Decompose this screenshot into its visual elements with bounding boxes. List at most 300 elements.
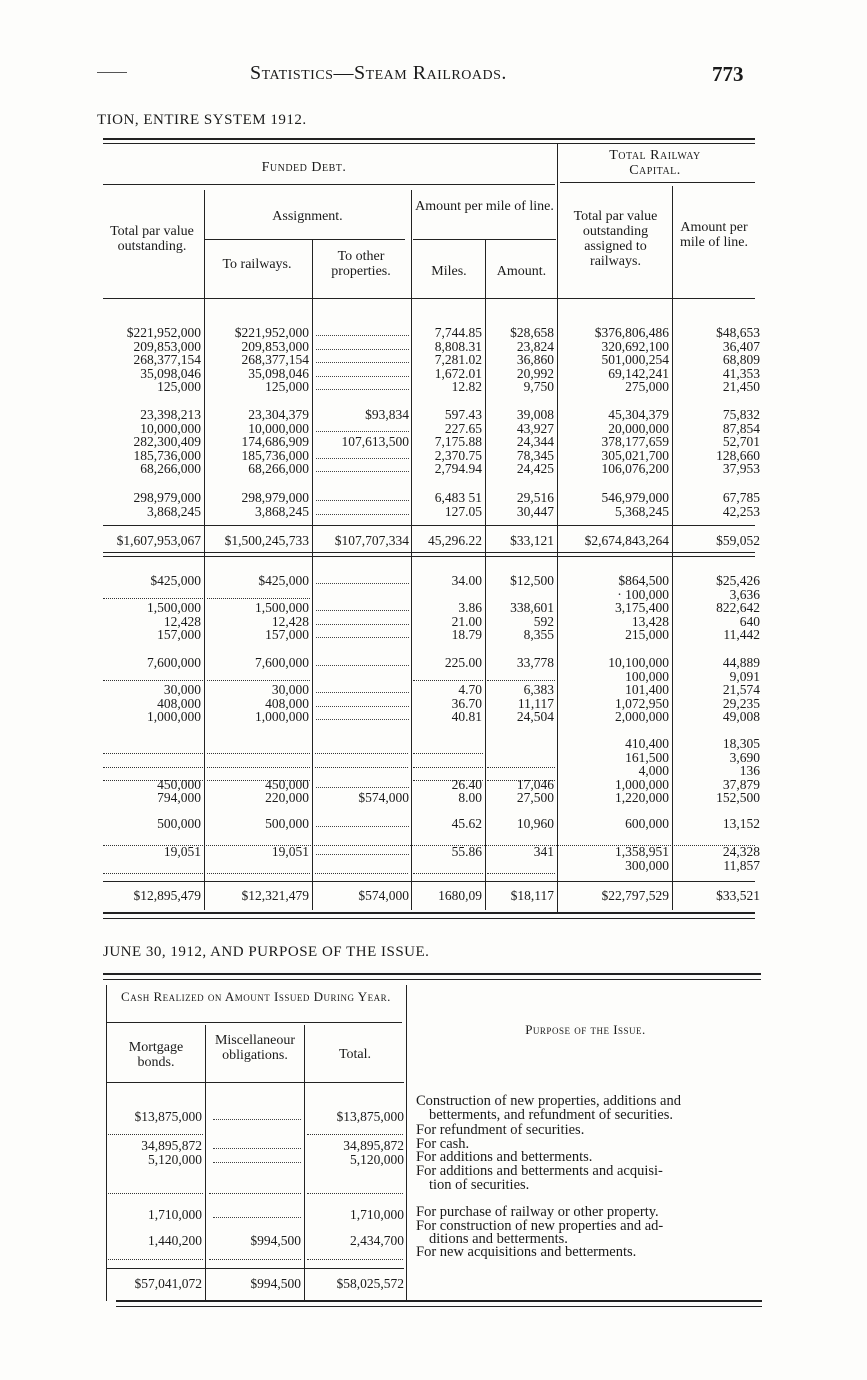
total-par-cell: 35,098,046 — [140, 365, 201, 381]
total-railway-capital-header: Total Railway Capital. — [609, 148, 701, 178]
total-header: Total. — [338, 1047, 372, 1062]
top-rule — [103, 138, 755, 140]
to-railways-cell: $221,952,000 — [234, 325, 309, 340]
total-capital-cell: 161,500 — [625, 749, 669, 765]
miles-cell: 45.62 — [451, 816, 482, 831]
total-total-par-cell: $1,607,953,067 — [116, 533, 201, 548]
amount-cell: 17,046 — [516, 776, 554, 792]
total-capital-cell: $864,500 — [618, 573, 669, 588]
total-par-cell: 10,000,000 — [140, 420, 201, 436]
capital-per-mile-cell: 41,353 — [722, 365, 760, 381]
page-header: Statistics—Steam Railroads. — [250, 62, 507, 84]
miles-cell: 1,672.01 — [434, 365, 482, 381]
total-par-cell: 268,377,154 — [133, 352, 201, 368]
dotted-separator — [207, 598, 310, 599]
total-capital-cell: 3,175,400 — [615, 600, 669, 615]
total-par-cell: 23,398,213 — [140, 407, 201, 422]
amount-cell: 24,504 — [516, 709, 554, 725]
capital-per-mile-cell: $25,426 — [716, 573, 760, 588]
dotted-separator — [413, 767, 483, 768]
amount-cell: 29,516 — [516, 490, 554, 505]
capital-per-mile-cell: 29,235 — [722, 695, 760, 711]
purpose-line: For purchase of railway or other property. — [416, 1204, 659, 1220]
dot-leader — [213, 1217, 301, 1218]
to-railways-cell: 298,979,000 — [241, 490, 309, 505]
total-capital-cell: 300,000 — [625, 857, 669, 873]
dot-leader — [316, 362, 409, 363]
total-capital-cell: 69,142,241 — [608, 365, 669, 381]
amount-cell: 24,344 — [516, 434, 554, 450]
to-railways-cell: 174,686,909 — [241, 434, 309, 450]
dot-leader — [316, 349, 409, 350]
miles-header: Miles. — [431, 264, 467, 279]
purpose-header: Purpose of the Issue. — [525, 1022, 646, 1037]
capital-per-mile-cell: $48,653 — [716, 325, 760, 340]
capital-per-mile-cell: 67,785 — [722, 490, 760, 505]
miles-cell: 7,175.88 — [434, 434, 482, 450]
miles-cell: 4.70 — [458, 682, 482, 697]
purpose-line: For construction of new properties and ad- — [416, 1218, 664, 1234]
amount-cell: $28,658 — [510, 325, 554, 340]
total-to-other-cell: $574,000 — [358, 888, 409, 903]
total-capital-cell: 101,400 — [625, 682, 669, 697]
col-divider — [205, 1025, 206, 1301]
miles-cell: 12.82 — [451, 379, 482, 395]
to-railways-header: To railways. — [222, 257, 292, 272]
amount-cell: 39,008 — [516, 407, 554, 422]
amount-cell: 8,355 — [523, 627, 554, 643]
total-par-cell: $221,952,000 — [126, 325, 201, 340]
total-par-cell: 282,300,409 — [133, 434, 201, 450]
amount-cell: $12,500 — [510, 573, 554, 588]
capital-per-mile-cell: 44,889 — [722, 655, 760, 670]
capital-per-mile-cell: 152,500 — [716, 790, 760, 806]
total-par-cell: 19,051 — [163, 844, 201, 859]
amount-cell: 27,500 — [516, 790, 554, 806]
purpose-line: For additions and betterments and acquisi- — [416, 1163, 663, 1179]
capital-per-mile-cell: 24,328 — [722, 844, 760, 859]
amount-cell: 6,383 — [523, 682, 554, 697]
capital-per-mile-cell: 49,008 — [722, 709, 760, 725]
mortgage-bonds-cell: 34,895,872 — [141, 1138, 202, 1153]
miles-cell: 40.81 — [451, 709, 482, 725]
capital-per-mile-cell: 136 — [739, 763, 760, 779]
dot-leader — [316, 637, 409, 638]
total-par-cell: 68,266,000 — [140, 461, 201, 477]
mortgage-bonds-cell: 1,710,000 — [148, 1207, 202, 1222]
amount-cell: 592 — [533, 613, 554, 629]
total-cell: 34,895,872 — [343, 1138, 404, 1153]
purpose-line: betterments, and refundment of securities. — [429, 1107, 674, 1123]
total-par-cell: 30,000 — [163, 682, 201, 697]
capital-per-mile-cell: 3,636 — [729, 586, 760, 602]
dotted-separator — [413, 680, 483, 681]
total-capital-cell: 1,072,950 — [615, 695, 669, 711]
capital-per-mile-cell: 75,832 — [722, 407, 760, 422]
to-other-cell: $574,000 — [358, 790, 409, 806]
miles-cell: 7,744.85 — [434, 325, 482, 340]
dotted-separator — [103, 753, 203, 754]
dot-leader — [213, 1162, 301, 1163]
total-capital-cell: 546,979,000 — [601, 490, 669, 505]
total-capital-cell: 106,076,200 — [601, 461, 669, 477]
amount-cell: 9,750 — [523, 379, 554, 395]
total-capital-cell: 1,358,951 — [615, 844, 669, 859]
to-railways-cell: 1,500,000 — [255, 600, 309, 615]
purpose-line: tion of securities. — [429, 1177, 530, 1193]
dotted-separator — [103, 767, 203, 768]
to-railways-cell: 68,266,000 — [248, 461, 309, 477]
capital-per-mile-cell: 42,253 — [722, 503, 760, 519]
cash-header-rule — [107, 1022, 402, 1023]
amount-cell: 23,824 — [516, 338, 554, 354]
total-par-cell: 500,000 — [157, 816, 201, 831]
total-capital-cell: 1,220,000 — [615, 790, 669, 806]
amount-cell: 36,860 — [516, 352, 554, 368]
miles-cell: 55.86 — [451, 844, 482, 859]
miles-cell: 7,281.02 — [434, 352, 482, 368]
to-railways-cell: 30,000 — [271, 682, 309, 697]
dotted-separator — [315, 873, 408, 874]
capital-per-mile-cell: 822,642 — [716, 600, 760, 615]
top-rule-2 — [103, 143, 755, 144]
to-railways-cell: 209,853,000 — [241, 338, 309, 354]
total-capital-cell: 305,021,700 — [601, 447, 669, 463]
total-capital-cell: 2,000,000 — [615, 709, 669, 725]
col-divider — [312, 240, 313, 910]
total-mortgage-bonds-cell: $57,041,072 — [134, 1276, 202, 1291]
total-to-railways-cell: $1,500,245,733 — [224, 533, 309, 548]
misc-obligations-header: Miscellaneour obligations. — [214, 1033, 296, 1063]
subtotal-rule — [103, 525, 755, 526]
capital-per-mile-cell: 13,152 — [722, 816, 760, 831]
amount-header: Amount. — [496, 264, 547, 279]
dot-leader — [316, 826, 409, 827]
subtotal-rule-3 — [103, 556, 755, 557]
purpose-line: Construction of new properties, additions and — [416, 1093, 681, 1109]
amount-cell: 78,345 — [516, 447, 554, 463]
miles-cell: 6,483 51 — [434, 490, 482, 505]
total-cell: $13,875,000 — [336, 1109, 404, 1124]
miles-cell: 2,370.75 — [434, 447, 482, 463]
to-railways-cell: 408,000 — [265, 695, 309, 711]
total-capital-cell: 1,000,000 — [615, 776, 669, 792]
amount-cell: 30,447 — [516, 503, 554, 519]
dotted-separator — [103, 873, 203, 874]
capital-per-mile-cell: 52,701 — [722, 434, 760, 450]
to-railways-cell: 1,000,000 — [255, 709, 309, 725]
dot-leader — [316, 610, 409, 611]
assignment-header: Assignment. — [272, 209, 343, 224]
total-par-cell: 12,428 — [163, 613, 201, 629]
miles-cell: 26.40 — [451, 776, 482, 792]
dot-leader — [316, 787, 409, 788]
page-number: 773 — [712, 62, 744, 86]
dotted-separator — [307, 1193, 403, 1194]
total-rule — [103, 881, 755, 882]
miles-cell: 3.86 — [458, 600, 482, 615]
to-railways-cell: 220,000 — [265, 790, 309, 806]
dotted-separator — [413, 753, 483, 754]
miles-cell: 597.43 — [444, 407, 482, 422]
total-par-cell: 157,000 — [157, 627, 201, 643]
capital-per-mile-cell: 128,660 — [716, 447, 760, 463]
total-capital-cell: 100,000 — [625, 668, 669, 684]
total-capital-cell: 45,304,379 — [608, 407, 669, 422]
funded-debt-header: Funded Debt. — [261, 160, 347, 175]
total-capital-cell: 20,000,000 — [608, 420, 669, 436]
capital-per-mile-cell: 11,857 — [723, 857, 760, 873]
dot-leader — [316, 719, 409, 720]
dot-leader — [316, 431, 409, 432]
dot-leader — [316, 854, 409, 855]
to-railways-cell: 10,000,000 — [248, 420, 309, 436]
amount-per-mile-2-header: Amount per mile of line. — [679, 220, 749, 250]
mortgage-bonds-cell: 5,120,000 — [148, 1152, 202, 1167]
assignment-rule — [205, 239, 405, 240]
dotted-separator — [207, 680, 310, 681]
amount-cell: 10,960 — [516, 816, 554, 831]
dotted-separator — [207, 753, 310, 754]
total-par-cell: 3,868,245 — [147, 503, 201, 519]
bottom-end-rule-2 — [116, 1306, 762, 1307]
total-capital-cell: 410,400 — [625, 736, 669, 751]
bottom-rule — [103, 912, 755, 914]
margin-mark — [97, 72, 127, 73]
total-par-header: Total par value outstanding. — [110, 224, 194, 254]
total-total-cell: $58,025,572 — [336, 1276, 404, 1291]
capital-per-mile-cell: 87,854 — [722, 420, 760, 436]
per-mile-rule — [413, 239, 556, 240]
total-par-cell: 298,979,000 — [133, 490, 201, 505]
to-railways-cell: 157,000 — [265, 627, 309, 643]
misc-obligations-cell: $994,500 — [250, 1233, 301, 1248]
capital-per-mile-cell: 37,879 — [722, 776, 760, 792]
amount-per-mile-header: Amount per mile of line. — [415, 199, 554, 214]
total-capital-cell: 600,000 — [625, 816, 669, 831]
total-misc-obligations-cell: $994,500 — [250, 1276, 301, 1291]
purpose-line: For additions and betterments. — [416, 1149, 593, 1165]
total-miles-cell: 1680,09 — [438, 888, 482, 903]
dotted-separator — [487, 873, 555, 874]
dotted-separator — [207, 873, 310, 874]
to-other-cell: 107,613,500 — [341, 434, 409, 450]
amount-cell: 20,992 — [516, 365, 554, 381]
to-railways-cell: 7,600,000 — [255, 655, 309, 670]
bottom-table-top-rule-2 — [103, 979, 761, 980]
purpose-line: For new acquisitions and betterments. — [416, 1244, 637, 1260]
total-capital-cell: 378,177,659 — [601, 434, 669, 450]
total-amount-cell: $33,121 — [510, 533, 554, 548]
to-railways-cell: 125,000 — [265, 379, 309, 395]
dot-leader — [316, 471, 409, 472]
dotted-separator — [413, 873, 483, 874]
capital-per-mile-cell: 36,407 — [722, 338, 760, 354]
total-par-cell: 125,000 — [157, 379, 201, 395]
total-par-cell: 1,500,000 — [147, 600, 201, 615]
capital-per-mile-cell: 11,442 — [723, 627, 760, 643]
total-par-cell: 209,853,000 — [133, 338, 201, 354]
capital-per-mile-cell: 9,091 — [729, 668, 760, 684]
total-miles-cell: 45,296.22 — [428, 533, 482, 548]
bottom-subtitle: JUNE 30, 1912, AND PURPOSE OF THE ISSUE. — [103, 944, 430, 960]
total-par-assigned-header: Total par value outstanding assigned to railways. — [573, 209, 658, 269]
total-par-cell: $425,000 — [150, 573, 201, 588]
dotted-separator — [108, 1134, 203, 1135]
purpose-line: For cash. — [416, 1136, 470, 1152]
to-other-cell: $93,834 — [365, 407, 409, 422]
dot-leader — [316, 692, 409, 693]
to-railways-cell: $425,000 — [258, 573, 309, 588]
amount-cell: 11,117 — [517, 695, 554, 711]
to-railways-cell: 3,868,245 — [255, 503, 309, 519]
dotted-separator — [108, 1259, 203, 1260]
mortgage-bonds-header: Mortgage bonds. — [128, 1040, 184, 1070]
bottom-header-rule — [106, 1082, 404, 1083]
col-divider — [406, 985, 407, 1301]
dot-leader — [213, 1148, 301, 1149]
amount-cell: 341 — [533, 844, 554, 859]
amount-cell: 43,927 — [516, 420, 554, 436]
dotted-separator — [307, 1134, 403, 1135]
total-capital-cell: 10,100,000 — [608, 655, 669, 670]
col-divider — [557, 143, 558, 913]
to-railways-cell: 268,377,154 — [241, 352, 309, 368]
total-capital-per-mile-cell: $33,521 — [716, 888, 760, 903]
dotted-separator — [315, 767, 408, 768]
col-divider — [304, 1025, 305, 1301]
dot-leader — [316, 389, 409, 390]
capital-per-mile-cell: 21,574 — [722, 682, 760, 697]
to-other-properties-header: To other properties. — [331, 249, 391, 279]
total-capital-cell: 275,000 — [625, 379, 669, 395]
total-total-par-cell: $12,895,479 — [133, 888, 201, 903]
subtotal-rule-2 — [103, 552, 755, 553]
miles-cell: 34.00 — [451, 573, 482, 588]
dot-leader — [316, 458, 409, 459]
capital-per-mile-cell: 640 — [739, 613, 760, 629]
mortgage-bonds-cell: $13,875,000 — [134, 1109, 202, 1124]
total-par-cell: 7,600,000 — [147, 655, 201, 670]
dotted-separator — [209, 1259, 301, 1260]
dot-leader — [213, 1119, 301, 1120]
to-railways-cell: 12,428 — [271, 613, 309, 629]
total-total-capital-cell: $22,797,529 — [601, 888, 669, 903]
purpose-line: ditions and betterments. — [429, 1231, 568, 1247]
total-par-cell: 450,000 — [157, 776, 201, 792]
total-total-capital-cell: $2,674,843,264 — [584, 533, 669, 548]
total-par-cell: 794,000 — [157, 790, 201, 806]
total-capital-cell: 5,368,245 — [615, 503, 669, 519]
dot-leader — [316, 335, 409, 336]
dot-leader — [316, 376, 409, 377]
total-capital-cell: 501,000,254 — [601, 352, 669, 368]
total-amount-cell: $18,117 — [510, 888, 554, 903]
total-par-cell: 408,000 — [157, 695, 201, 711]
amount-cell: 338,601 — [510, 600, 554, 615]
total-capital-cell: $376,806,486 — [594, 325, 669, 340]
total-capital-cell: 215,000 — [625, 627, 669, 643]
total-cell: 5,120,000 — [350, 1152, 404, 1167]
capital-per-mile-cell: 18,305 — [722, 736, 760, 751]
bottom-rule-2 — [103, 918, 755, 919]
to-railways-cell: 450,000 — [265, 776, 309, 792]
header-bottom-rule — [103, 298, 755, 299]
miles-cell: 225.00 — [444, 655, 482, 670]
dotted-separator — [307, 1259, 403, 1260]
miles-cell: 8,808.31 — [434, 338, 482, 354]
capital-per-mile-cell: 21,450 — [722, 379, 760, 395]
amount-cell: 24,425 — [516, 461, 554, 477]
total-capital-cell: · 100,000 — [617, 586, 669, 602]
dotted-separator — [209, 1193, 301, 1194]
dot-leader — [316, 500, 409, 501]
to-railways-cell: 500,000 — [265, 816, 309, 831]
bottom-total-rule — [106, 1268, 404, 1269]
miles-cell: 21.00 — [451, 613, 482, 629]
dot-leader — [316, 514, 409, 515]
dot-leader — [316, 624, 409, 625]
total-capital-cell: 4,000 — [638, 763, 669, 779]
dotted-separator — [103, 680, 203, 681]
purpose-line: For refundment of securities. — [416, 1122, 585, 1138]
miles-cell: 227.65 — [444, 420, 482, 436]
col-divider — [106, 985, 107, 1301]
to-railways-cell: 23,304,379 — [248, 407, 309, 422]
to-railways-cell: 35,098,046 — [248, 365, 309, 381]
bottom-table-top-rule — [103, 973, 761, 975]
dotted-separator — [103, 598, 203, 599]
total-cell: 2,434,700 — [350, 1233, 404, 1248]
amount-cell: 33,778 — [516, 655, 554, 670]
bottom-end-rule — [116, 1300, 762, 1302]
dot-leader — [316, 583, 409, 584]
total-capital-per-mile-cell: $59,052 — [716, 533, 760, 548]
miles-cell: 18.79 — [451, 627, 482, 643]
dotted-separator — [315, 753, 408, 754]
col-divider — [672, 186, 673, 910]
capital-per-mile-cell: 68,809 — [722, 352, 760, 368]
dotted-separator — [487, 680, 555, 681]
miles-cell: 127.05 — [444, 503, 482, 519]
dotted-separator — [487, 767, 555, 768]
capital-per-mile-cell: 3,690 — [729, 749, 760, 765]
total-par-cell: 1,000,000 — [147, 709, 201, 725]
total-cell: 1,710,000 — [350, 1207, 404, 1222]
total-to-other-cell: $107,707,334 — [334, 533, 409, 548]
dot-leader — [316, 665, 409, 666]
to-railways-cell: 185,736,000 — [241, 447, 309, 463]
miles-cell: 8.00 — [458, 790, 482, 806]
total-par-cell: 185,736,000 — [133, 447, 201, 463]
capital-per-mile-cell: 37,953 — [722, 461, 760, 477]
mortgage-bonds-cell: 1,440,200 — [148, 1233, 202, 1248]
cash-realized-header: Cash Realized on Amount Issued During Year. — [121, 989, 391, 1004]
to-railways-cell: 19,051 — [271, 844, 309, 859]
dot-leader — [316, 706, 409, 707]
col-divider — [485, 240, 486, 910]
top-subtitle: TION, ENTIRE SYSTEM 1912. — [97, 112, 307, 128]
dotted-separator — [207, 767, 310, 768]
total-capital-cell: 13,428 — [631, 613, 669, 629]
dotted-separator — [108, 1193, 203, 1194]
capital-rule — [560, 182, 755, 183]
total-to-railways-cell: $12,321,479 — [241, 888, 309, 903]
funded-debt-rule — [103, 184, 555, 185]
miles-cell: 2,794.94 — [434, 461, 482, 477]
total-capital-cell: 320,692,100 — [601, 338, 669, 354]
miles-cell: 36.70 — [451, 695, 482, 711]
